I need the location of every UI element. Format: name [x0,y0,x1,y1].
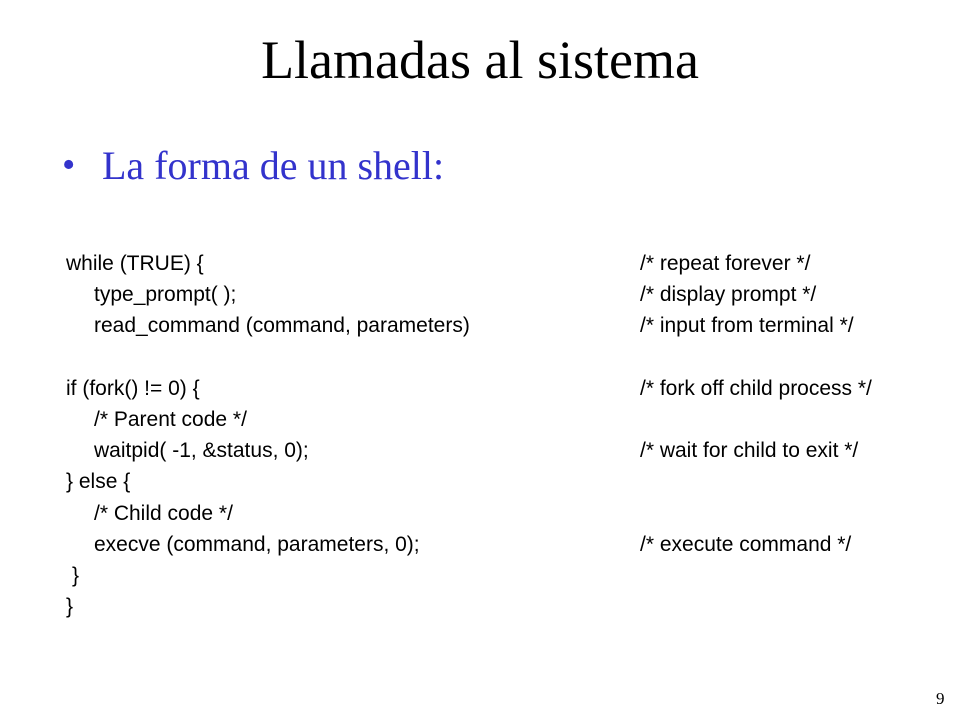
code-line [66,560,946,591]
code-comment: /* execute command */ [640,532,852,556]
code-text: type_prompt( ); [94,283,237,307]
code-comment: /* display prompt */ [640,283,817,307]
code-line [66,498,946,529]
code-text: } [66,595,74,619]
page-number: 9 [936,689,945,708]
code-text: while (TRUE) { [66,252,204,275]
code-text: waitpid( -1, &status, 0); [94,439,309,463]
code-text: } else { [66,470,131,494]
bullet-text: La forma de un shell: [102,142,445,188]
code-text: } [72,563,80,587]
code-comment: /* fork off child process */ [640,376,872,400]
bullet-dot-icon: • [62,144,76,186]
code-text: read_command (command, parameters) [94,314,470,338]
code-line [66,529,946,560]
slide-title: Llamadas al sistema [261,30,699,90]
code-line-blank [66,342,946,373]
code-comment: /* wait for child to exit */ [640,439,859,463]
code-text: execve (command, parameters, 0); [94,532,420,556]
code-text: if (fork() != 0) { [66,376,200,400]
code-text: /* Child code */ [94,501,233,525]
code-line [66,435,946,466]
code-text: /* Parent code */ [94,407,247,431]
code-line [66,466,946,497]
code-line [66,310,946,341]
code-line [66,373,946,404]
code-line [66,279,946,310]
code-line [66,404,946,435]
code-comment: /* repeat forever */ [640,252,811,275]
code-comment: /* input from terminal */ [640,314,854,338]
code-line [66,591,946,622]
code-line [66,248,946,279]
bullet-item [62,140,444,190]
code-block [66,248,946,622]
